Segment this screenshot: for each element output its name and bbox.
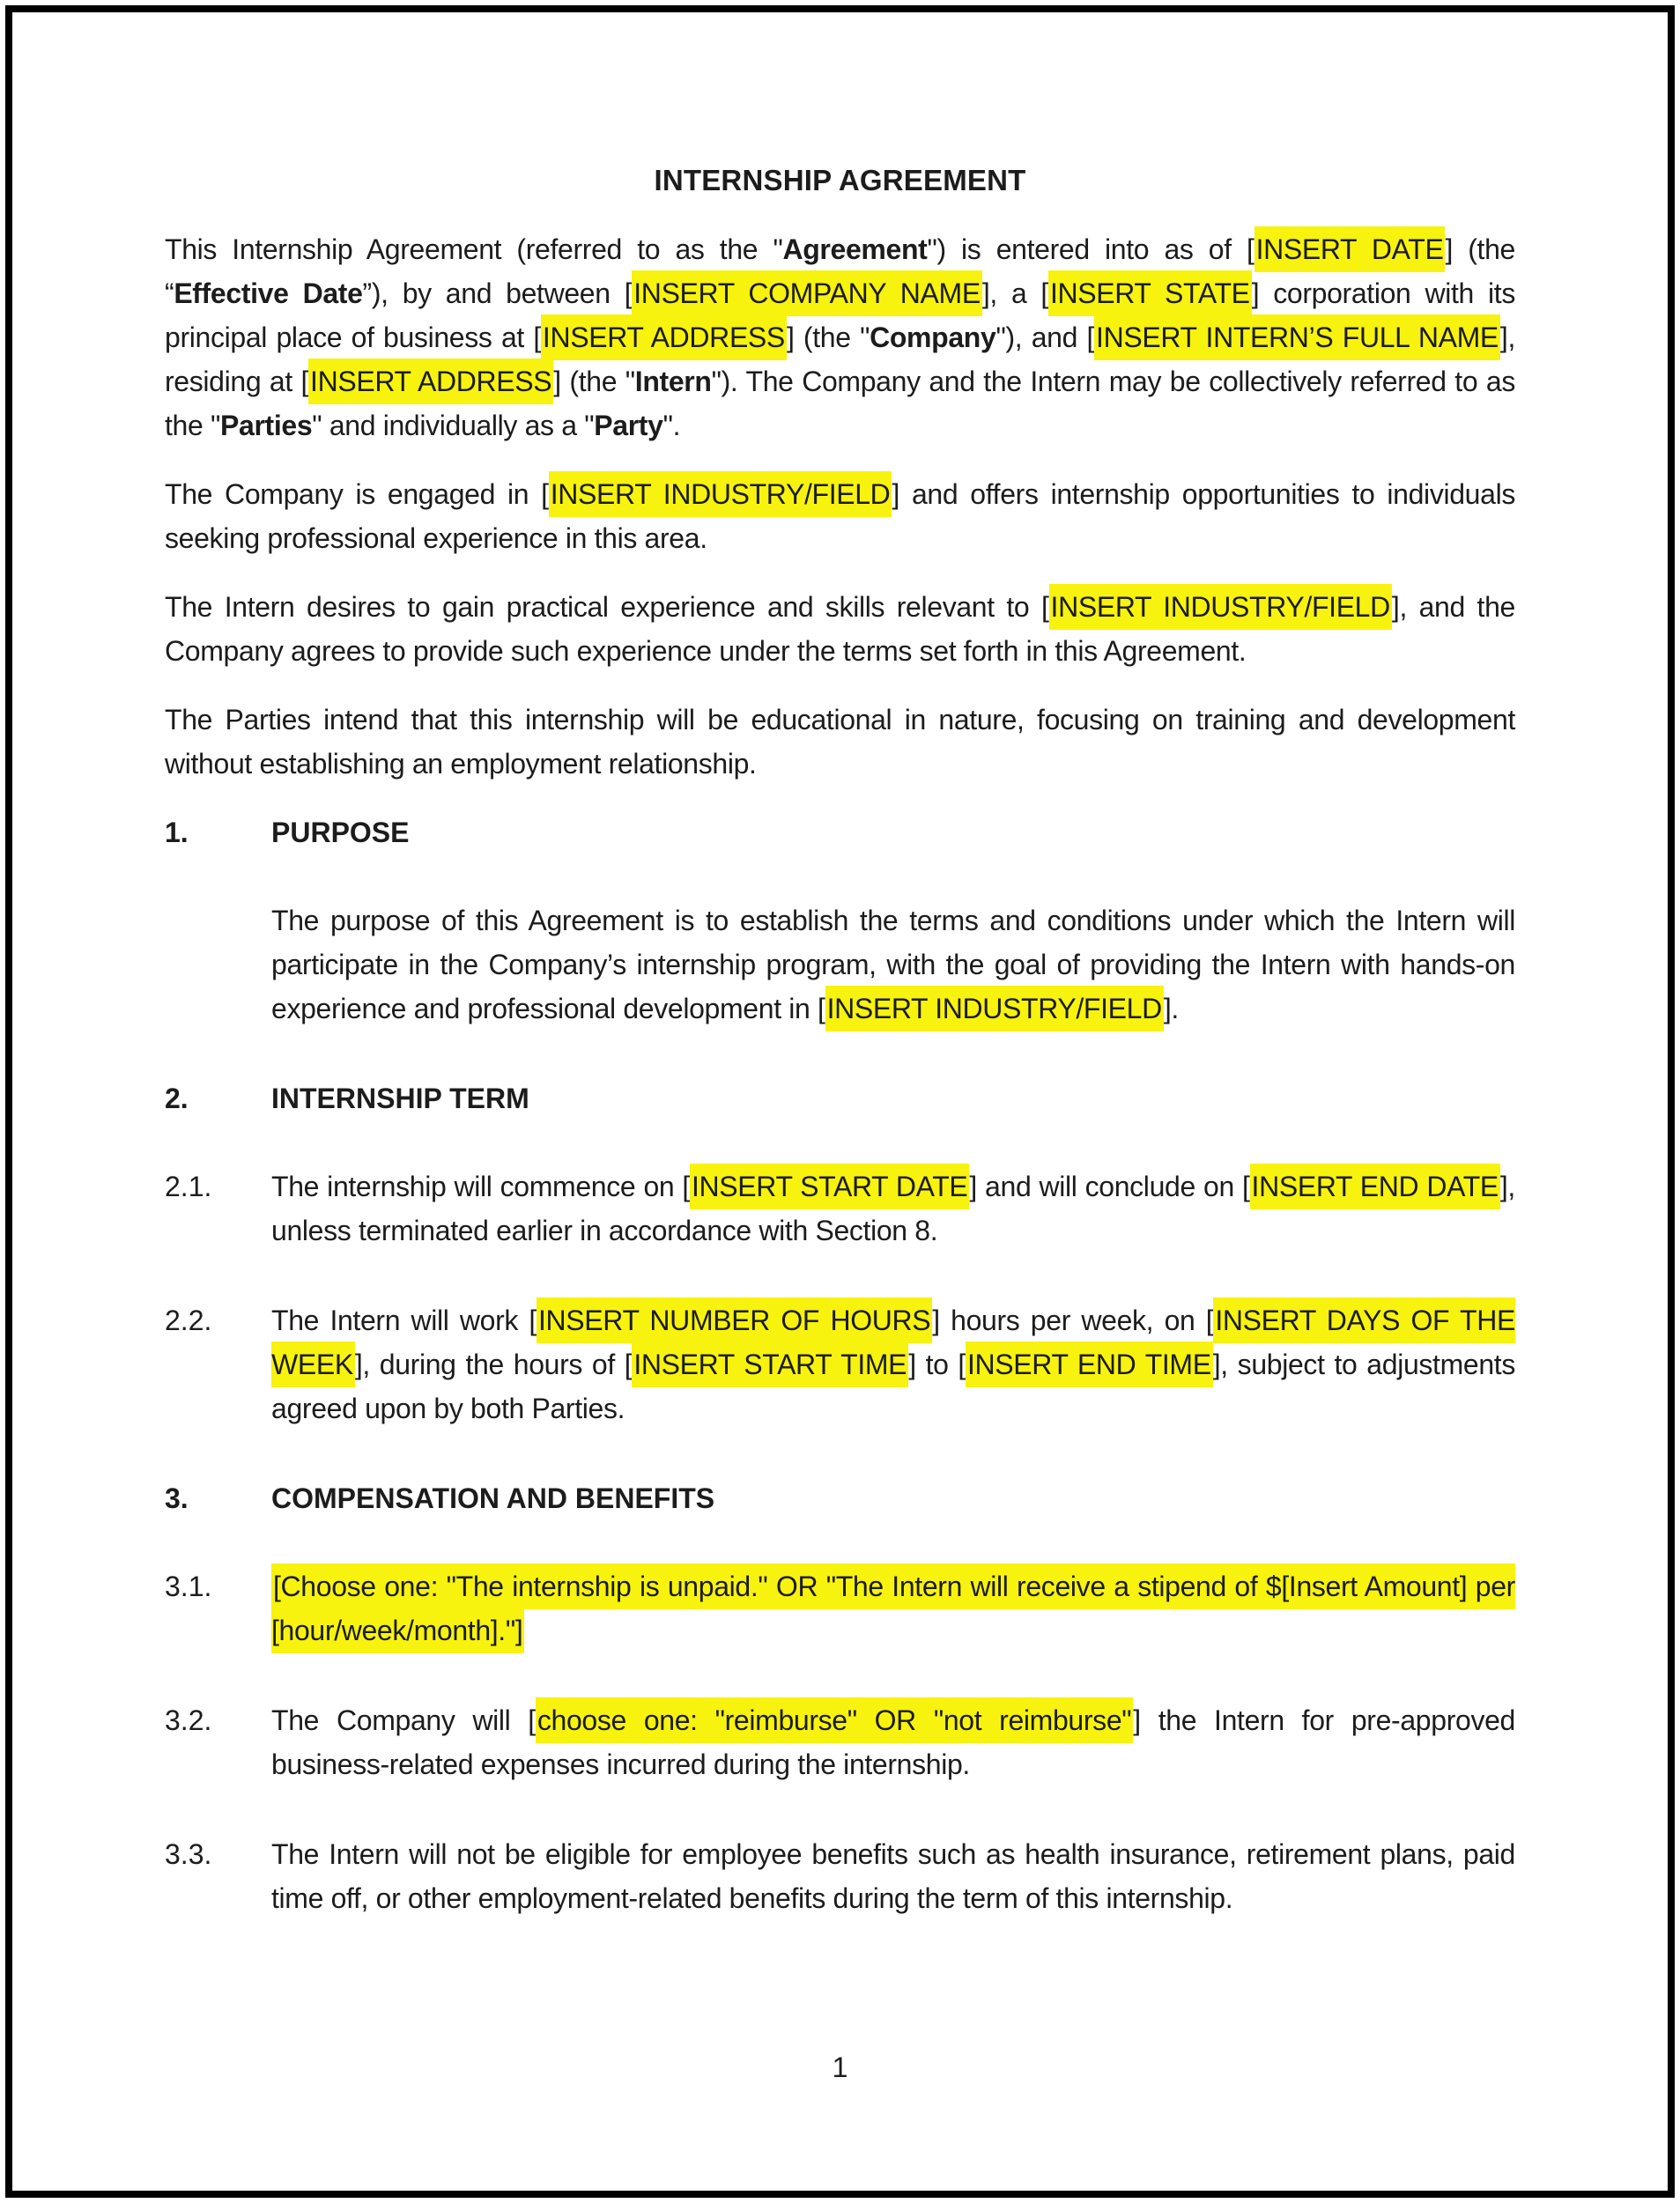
text-segment: ] hours per week, on [ (932, 1305, 1214, 1336)
item-body (271, 898, 1515, 1031)
sections (165, 810, 1515, 1920)
document-content (165, 0, 1516, 2083)
section-heading-row (165, 1076, 1515, 1120)
text-segment: ] and offers internship opportunities to individuals seeking professional experience in this area. (165, 478, 1515, 554)
text-segment: ] and will conclude on [ (969, 1171, 1250, 1202)
placeholder-highlight: INSERT STATE (1048, 270, 1252, 316)
text-segment: This Internship Agreement (referred to as the " (165, 233, 783, 265)
intro-paragraphs (165, 227, 1515, 786)
paragraph (165, 227, 1515, 447)
text-segment: " and individually as a " (312, 410, 595, 441)
section (165, 810, 1515, 1031)
section-heading: INTERNSHIP TERM (271, 1083, 529, 1114)
text-segment: ] corporation with its principal place of business at [ (165, 277, 1515, 353)
text-segment: Effective Date (174, 277, 363, 309)
text-segment: ] to [ (908, 1349, 966, 1380)
placeholder-highlight: choose one: "reimburse" OR "not reimburse" (536, 1697, 1133, 1743)
section-heading-row (165, 1476, 1515, 1520)
text-segment: The Intern desires to gain practical experience and skills relevant to [ (165, 591, 1049, 623)
text-segment: ], residing at [ (165, 322, 1515, 397)
text-segment: ] (the “ (165, 233, 1515, 309)
text-segment: The Company will [ (271, 1704, 536, 1736)
section-heading: COMPENSATION AND BENEFITS (271, 1482, 715, 1514)
placeholder-highlight: INSERT NUMBER OF HOURS (537, 1297, 932, 1343)
text-segment: ”), by and between [ (362, 277, 633, 309)
text-segment: The Intern will work [ (271, 1305, 537, 1336)
placeholder-highlight: INSERT START DATE (690, 1164, 969, 1209)
placeholder-highlight: INSERT INTERN’S FULL NAME (1094, 314, 1500, 360)
section-item (165, 1564, 1515, 1652)
text-segment: ] (the " (786, 322, 870, 353)
text-segment: Party (594, 410, 663, 441)
section-item (165, 1298, 1515, 1430)
placeholder-highlight: INSERT COMPANY NAME (632, 270, 982, 316)
text-segment: ] the Intern for pre-approved business-related expenses incurred during the internship. (271, 1704, 1516, 1780)
item-number (165, 898, 271, 1031)
text-segment: Parties (220, 410, 313, 441)
item-number: 2.1. (165, 1171, 212, 1202)
section-number: 1. (165, 817, 189, 848)
paragraph (165, 585, 1515, 673)
placeholder-highlight: [Choose one: "The internship is unpaid." OR "The Intern will receive a stipend of $[Insert Amount] per [hour/week/month]."] (271, 1564, 1515, 1653)
paragraph (165, 698, 1515, 786)
item-number: 3.3. (165, 1838, 212, 1870)
item-number: 3.2. (165, 1704, 212, 1736)
text-segment: ]. (1163, 993, 1179, 1024)
text-segment: ] (the " (553, 366, 635, 397)
text-segment: ") is entered into as of [ (927, 233, 1254, 265)
text-segment: "), and [ (995, 322, 1095, 353)
text-segment: The Company is engaged in [ (165, 478, 549, 510)
text-segment: The Parties intend that this internship will be educational in nature, focusing on training and development without establishing an employment relationship. (165, 704, 1515, 780)
text-segment: "). The Company and the Intern may be collectively referred to as the " (165, 366, 1515, 441)
text-segment: ], subject to adjustments agreed upon by both Parties. (271, 1349, 1515, 1424)
item-body (271, 1298, 1515, 1430)
placeholder-highlight: INSERT ADDRESS (541, 314, 787, 360)
placeholder-highlight: INSERT START TIME (632, 1342, 908, 1387)
section-number: 3. (165, 1482, 189, 1514)
placeholder-highlight: INSERT END TIME (966, 1342, 1213, 1387)
placeholder-highlight: INSERT INDUSTRY/FIELD (1049, 584, 1392, 630)
section-item (165, 898, 1515, 1031)
item-number: 3.1. (165, 1571, 212, 1602)
placeholder-highlight: INSERT ADDRESS (308, 359, 553, 404)
section-heading: PURPOSE (271, 817, 410, 848)
paragraph (165, 472, 1515, 560)
text-segment: Intern (634, 366, 712, 397)
section (165, 1476, 1515, 1920)
placeholder-highlight: INSERT INDUSTRY/FIELD (549, 471, 892, 517)
section (165, 1076, 1515, 1430)
placeholder-highlight: INSERT DATE (1254, 226, 1446, 272)
item-body (271, 1564, 1515, 1652)
placeholder-highlight: INSERT END DATE (1250, 1164, 1500, 1209)
placeholder-highlight: INSERT DAYS OF THE WEEK (271, 1297, 1515, 1387)
text-segment: The purpose of this Agreement is to establish the terms and conditions under which the Intern will participate in the Company’s internship program, with the goal of providing the Intern with hands-on experience and professional development in [ (271, 905, 1515, 1024)
section-number: 2. (165, 1083, 189, 1114)
document-title: INTERNSHIP AGREEMENT (654, 164, 1026, 196)
item-number: 2.2. (165, 1305, 212, 1336)
section-heading-row (165, 810, 1515, 854)
item-body (271, 1832, 1515, 1920)
page-number: 1 (832, 2051, 848, 2083)
text-segment: ". (662, 410, 681, 441)
text-segment: Agreement (782, 233, 928, 265)
text-segment: Company (870, 322, 996, 353)
placeholder-highlight: INSERT INDUSTRY/FIELD (825, 986, 1164, 1031)
text-segment: The internship will commence on [ (271, 1171, 690, 1202)
section-item (165, 1698, 1515, 1786)
text-segment: ], a [ (981, 277, 1048, 309)
item-body (271, 1164, 1515, 1253)
text-segment: The Intern will not be eligible for employee benefits such as health insurance, retirement plans, paid time off, or other employment-related benefits during the term of this internship. (271, 1838, 1515, 1914)
text-segment: ], unless terminated earlier in accordance with Section 8. (271, 1171, 1515, 1246)
text-segment: ], and the Company agrees to provide such experience under the terms set forth in this Agreement. (165, 591, 1515, 667)
section-item (165, 1832, 1515, 1920)
text-segment: ], during the hours of [ (354, 1349, 633, 1380)
item-body (271, 1698, 1515, 1786)
section-item (165, 1164, 1515, 1253)
